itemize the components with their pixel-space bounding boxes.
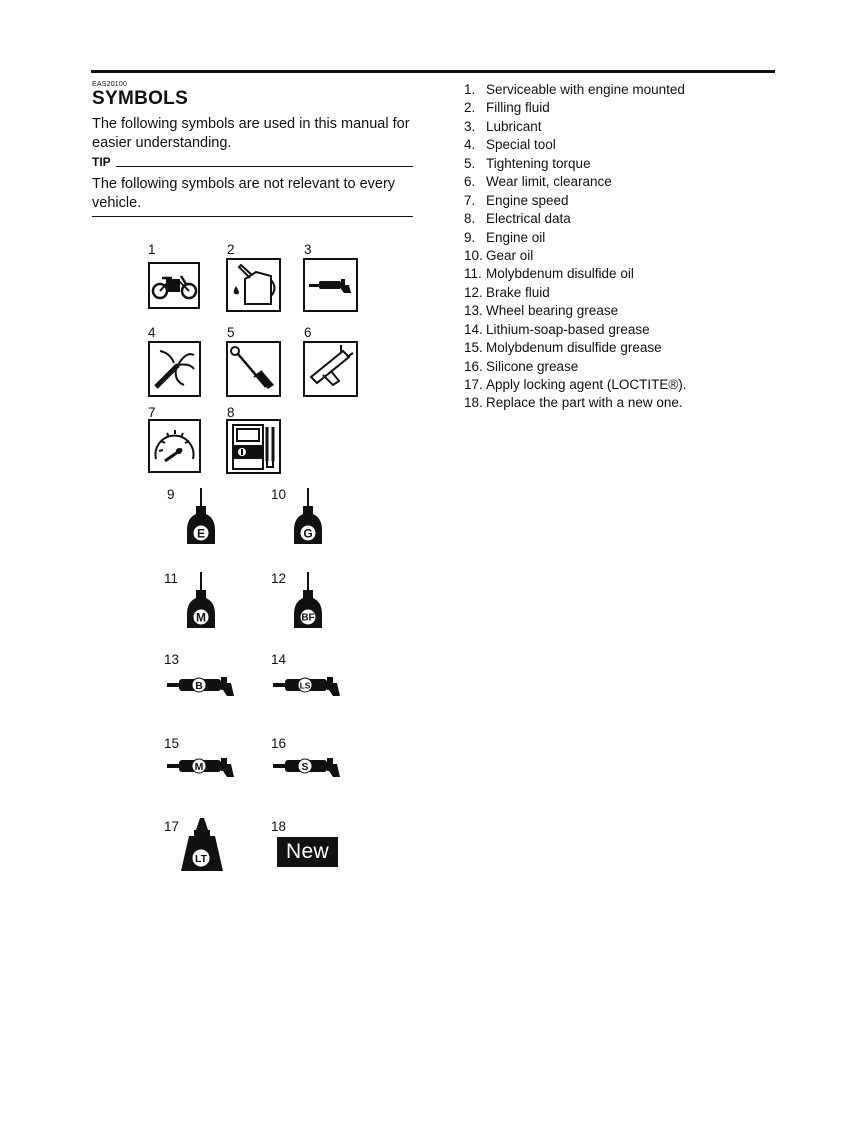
list-item-text: Lithium-soap-based grease xyxy=(486,321,650,337)
list-item xyxy=(464,81,687,99)
symbol-number: 11 xyxy=(164,571,179,586)
list-item xyxy=(464,284,687,302)
symbol-number: 13 xyxy=(164,652,180,667)
page-title: SYMBOLS xyxy=(92,88,189,109)
tip-bottom-rule xyxy=(92,216,413,217)
symbol-number: 18 xyxy=(271,819,287,834)
list-item-text: Molybdenum disulfide grease xyxy=(486,340,662,356)
list-item xyxy=(464,247,687,265)
oil-bottle-icon xyxy=(291,486,325,546)
list-item-number: 7. xyxy=(464,192,476,208)
multimeter-icon xyxy=(226,419,281,474)
list-item xyxy=(464,394,687,412)
list-item-number: 15. xyxy=(464,340,483,356)
oil-letter: BF xyxy=(301,612,315,624)
list-item-text: Wheel bearing grease xyxy=(486,303,619,319)
grease-tube-icon xyxy=(273,755,343,779)
grease-letter: M xyxy=(194,761,204,773)
list-item xyxy=(464,155,687,173)
list-item-number: 12. xyxy=(464,284,483,300)
list-item xyxy=(464,136,687,154)
list-item-number: 4. xyxy=(464,137,476,153)
list-item-text: Brake fluid xyxy=(486,284,550,300)
list-item xyxy=(464,265,687,283)
list-item-text: Silicone grease xyxy=(486,358,579,374)
grease-tube-icon xyxy=(167,674,237,698)
symbol-number: 9 xyxy=(167,487,175,502)
tachometer-icon xyxy=(148,419,201,473)
list-item-number: 2. xyxy=(464,100,476,116)
section-code: EAS20100 xyxy=(92,81,128,88)
list-item-text: Serviceable with engine mounted xyxy=(486,82,685,97)
list-item-text: Lubricant xyxy=(486,118,542,134)
list-item-text: Electrical data xyxy=(486,211,571,227)
list-item-text: Wear limit, clearance xyxy=(486,174,612,190)
list-item xyxy=(464,118,687,136)
list-item-number: 8. xyxy=(464,211,476,227)
symbol-number: 16 xyxy=(271,736,287,751)
symbol-number: 10 xyxy=(271,487,287,502)
list-item-text: Tightening torque xyxy=(486,155,591,171)
list-item-text: Gear oil xyxy=(486,247,534,263)
symbol-number: 5 xyxy=(227,325,235,340)
locking-agent-letter: LT xyxy=(194,853,208,865)
list-item xyxy=(464,339,687,357)
motorcycle-icon xyxy=(148,262,200,309)
list-item xyxy=(464,99,687,117)
oil-letter: G xyxy=(303,526,313,541)
tip-text: The following symbols are not relevant to every vehicle. xyxy=(92,176,396,211)
oil-letter: E xyxy=(196,526,206,541)
torque-wrench-icon xyxy=(226,341,281,397)
list-item-text: Engine speed xyxy=(486,192,569,208)
list-item-text: Molybdenum disulfide oil xyxy=(486,266,634,282)
locking-agent-bottle-icon xyxy=(179,818,225,872)
symbol-number: 4 xyxy=(148,325,156,340)
symbol-number: 15 xyxy=(164,736,180,751)
list-item xyxy=(464,192,687,210)
grease-letter: S xyxy=(301,761,309,773)
list-item-number: 17. xyxy=(464,377,483,392)
oil-letter: M xyxy=(196,610,206,625)
list-item-number: 6. xyxy=(464,174,476,190)
list-item xyxy=(464,358,687,376)
list-item xyxy=(464,173,687,191)
list-item xyxy=(464,321,687,339)
grease-letter: LS xyxy=(299,680,311,691)
caliper-icon xyxy=(303,341,358,397)
list-item xyxy=(464,229,687,247)
list-item-number: 18. xyxy=(464,395,483,411)
list-item-number: 1. xyxy=(464,82,476,97)
oil-bottle-icon xyxy=(291,570,325,630)
list-item-number: 14. xyxy=(464,321,483,337)
grease-gun-icon xyxy=(303,258,358,312)
list-item xyxy=(464,376,687,394)
list-item xyxy=(464,302,687,320)
special-tool-icon xyxy=(148,341,201,397)
list-item-number: 11. xyxy=(464,266,482,282)
list-item-number: 9. xyxy=(464,229,476,245)
oil-bottle-icon xyxy=(184,570,218,630)
tip-label: TIP xyxy=(92,155,111,169)
list-item-number: 13. xyxy=(464,303,483,319)
new-part-badge-icon: New xyxy=(277,837,338,867)
intro-text: The following symbols are used in this manual for easier understanding. xyxy=(92,116,410,151)
grease-letter: B xyxy=(195,680,203,692)
tip-rule xyxy=(116,166,413,167)
oil-bottle-icon xyxy=(184,486,218,546)
grease-tube-icon xyxy=(167,755,237,779)
symbol-legend-list xyxy=(464,81,687,413)
symbol-number: 17 xyxy=(164,819,180,834)
symbol-number: 14 xyxy=(271,652,287,667)
symbol-number: 6 xyxy=(304,325,312,340)
top-rule xyxy=(91,70,775,73)
list-item-text: Engine oil xyxy=(486,229,546,245)
symbol-number: 2 xyxy=(227,242,235,257)
symbol-number: 3 xyxy=(304,242,312,257)
list-item xyxy=(464,210,687,228)
list-item-number: 10. xyxy=(464,247,483,263)
list-item-text: Special tool xyxy=(486,137,556,153)
grease-tube-icon xyxy=(273,674,343,698)
oil-can-icon xyxy=(226,258,281,312)
list-item-text: Filling fluid xyxy=(486,100,550,116)
symbol-number: 8 xyxy=(227,405,235,420)
symbol-number: 12 xyxy=(271,571,287,586)
list-item-number: 16. xyxy=(464,358,483,374)
symbol-number: 7 xyxy=(148,405,156,420)
list-item-number: 5. xyxy=(464,155,476,171)
list-item-number: 3. xyxy=(464,118,476,134)
list-item-text: Replace the part with a new one. xyxy=(486,395,683,411)
list-item-text: Apply locking agent (LOCTITE®). xyxy=(486,377,687,392)
symbol-number: 1 xyxy=(148,242,156,257)
